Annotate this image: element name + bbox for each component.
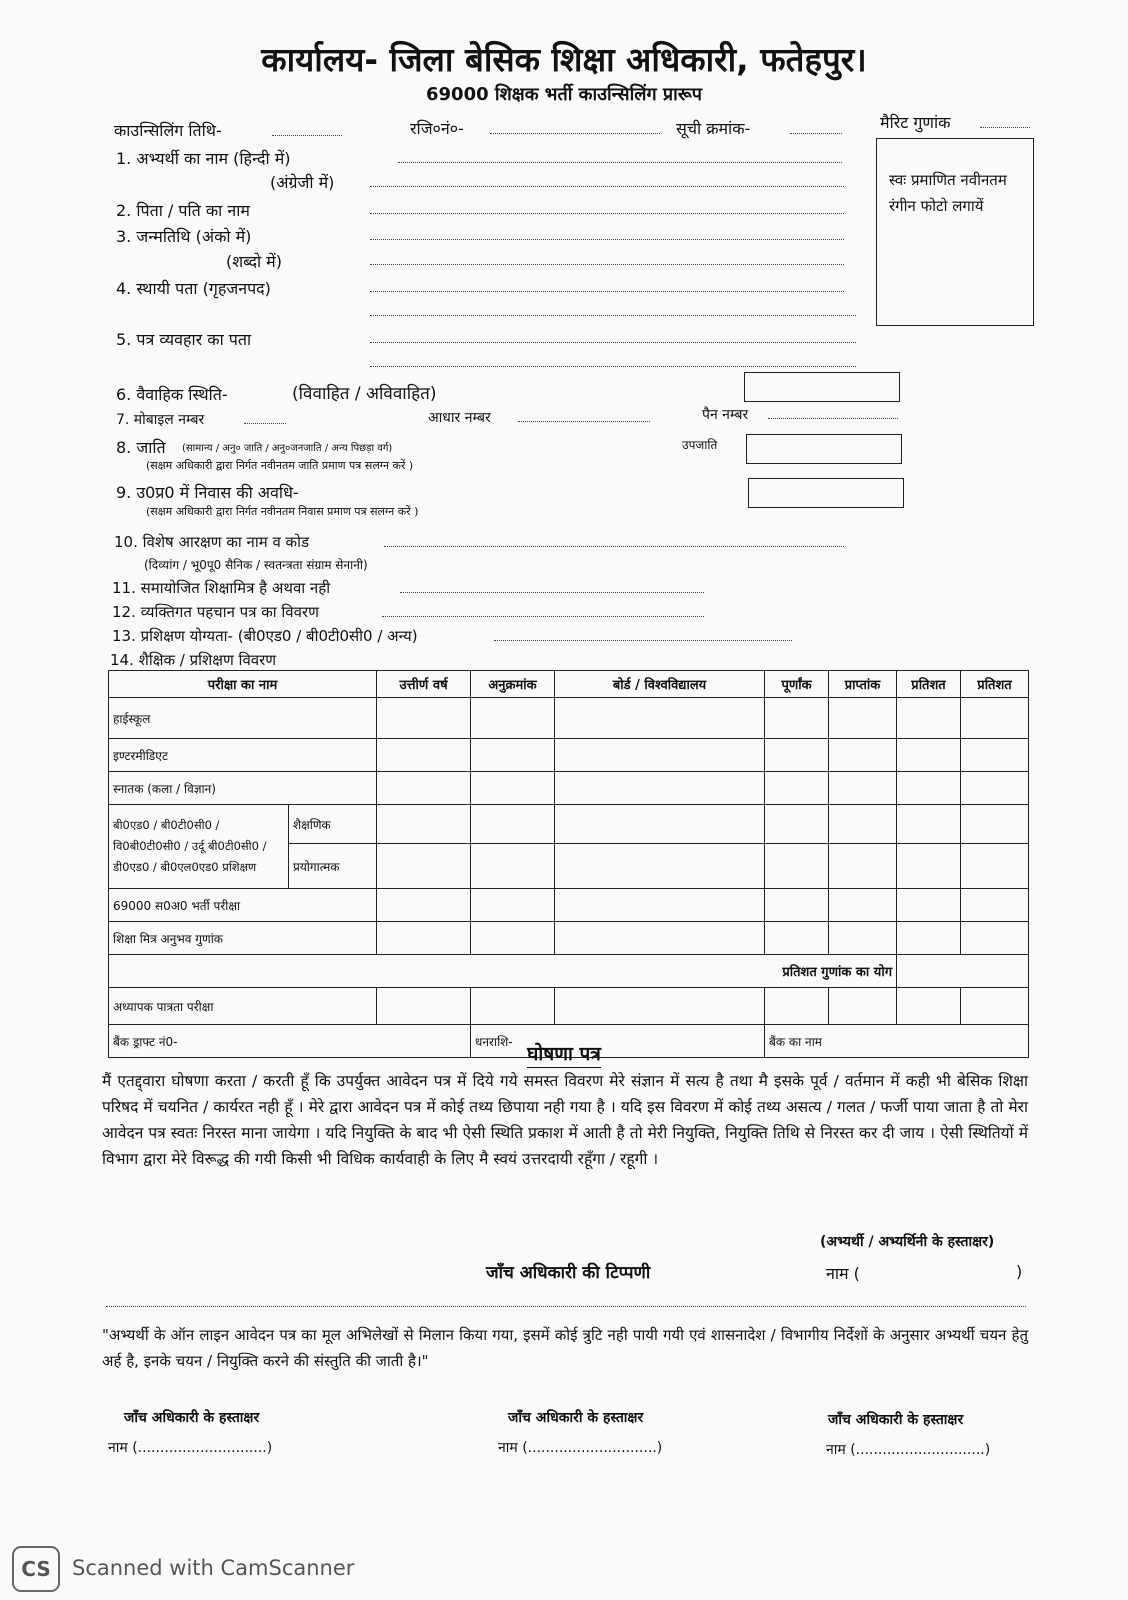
field-pan: पैन नम्बर (702, 407, 749, 423)
page-title: कार्यालय- जिला बेसिक शिक्षा अधिकारी, फतेहपुर। (261, 40, 867, 79)
reg-no-field[interactable] (490, 133, 660, 134)
photo-instruction: स्वः प्रमाणित नवीनतम रंगीन फोटो लगायें (889, 171, 1007, 215)
field-shiksha-mitra: 11. समायोजित शिक्षामित्र है अथवा नही (112, 579, 331, 597)
merit-label: मैरिट गुणांक (880, 113, 951, 132)
list-serial-label: सूची क्रमांक- (676, 119, 751, 138)
declaration-text: मैं एतद्द्वारा घोषणा करता / करती हूँ कि उपर्युक्त आवेदन पत्र में दिये गये समस्त विवरण मेरे संज्ञान में सत्य है तथा मै इसके पूर्व / वर्तमान में कही भी बेसिक शिक्षा परिषद में चयनित / कार्यरत नही हूँ । मेरे द्वारा आवेदन पत्र में कोई तथ्य छिपाया नही गया है । यदि इस विवरण में कोई तथ्य असत्य / गलत / फर्जी पाया जाता है तो मेरा आवेदन पत्र स्वतः निरस्त माना जायेगा । यदि नियुक्ति के बाद भी ऐसी स्थिति प्रकाश में आती है तो मेरी नियुक्ति, नियुक्ति तिथि से निरस्त कर दी जाय । ऐसी स्थितियों में विभाग द्वारा मेरे विरूद्ध की गयी किसी भी विधिक कार्यवाही के लिए मै स्वयं उत्तरदायी रहूँगा / रहूगी । (102, 1072, 1028, 1168)
header-pass-year: उत्तीर्ण वर्ष (377, 671, 471, 698)
table-row (109, 988, 1029, 1025)
shiksha-mitra-input[interactable] (400, 592, 704, 593)
education-table (108, 670, 1029, 1058)
table-row (109, 772, 1029, 805)
field-correspondence-address: 5. पत्र व्यवहार का पता (116, 330, 252, 349)
row-training: बी0एड0 / बी0टी0सी0 / वि0बी0टी0सी0 / उर्दू बी0टी0सी0 / डी0एड0 / बी0एल0एड0 प्रशिक्षण (109, 805, 289, 889)
photo-box[interactable] (876, 138, 1034, 326)
father-name-input[interactable] (370, 213, 844, 214)
field-mobile: 7. मोबाइल नम्बर (116, 412, 205, 428)
row-percent-total: प्रतिशत गुणांक का योग (109, 955, 897, 988)
correspondence-address-input-2[interactable] (370, 366, 856, 367)
row-intermediate: इण्टरमीडिएट (109, 739, 377, 772)
field-marital-status: 6. वैवाहिक स्थिति- (116, 385, 228, 404)
header-percent: प्रतिशत (897, 671, 961, 698)
dob-digits-input[interactable] (370, 239, 844, 240)
list-serial-field[interactable] (790, 133, 842, 134)
header-percent-2: प्रतिशत (961, 671, 1029, 698)
field-residence-duration: 9. उ0प्र0 में निवास की अवधि- (116, 483, 299, 502)
officer-name-2[interactable]: नाम (.............................) (498, 1440, 663, 1456)
officer-name-1[interactable]: नाम (.............................) (108, 1440, 273, 1456)
remark-line[interactable] (106, 1306, 1026, 1307)
field-candidate-name-hindi: 1. अभ्यर्थी का नाम (हिन्दी में) (116, 149, 291, 168)
scanner-watermark: Scanned with CamScanner (72, 1556, 355, 1580)
subcaste-box[interactable] (746, 434, 902, 464)
caste-note: (सक्षम अधिकारी द्वारा निर्गत नवीनतम जाति प्रमाण पत्र सलग्न करें ) (146, 459, 414, 472)
header-total-marks: पूर्णांक (765, 671, 829, 698)
permanent-address-input-2[interactable] (370, 315, 856, 316)
officer-signature-label-2: जाँच अधिकारी के हस्ताक्षर (508, 1410, 644, 1426)
marital-status-box[interactable] (744, 372, 900, 402)
officer-signature-label-1: जाँच अधिकारी के हस्ताक्षर (124, 1410, 260, 1426)
row-graduation: स्नातक (कला / विज्ञान) (109, 772, 377, 805)
field-dob-digits: 3. जन्मतिथि (अंको में) (116, 227, 252, 246)
row-shiksha-mitra-experience: शिक्षा मित्र अनुभव गुणांक (109, 922, 377, 955)
header-board: बोर्ड / विश्वविद्यालय (555, 671, 765, 698)
officer-signature-label-3: जाँच अधिकारी के हस्ताक्षर (828, 1412, 964, 1428)
table-row-total (109, 955, 1029, 988)
row-amount: धनराशि- (471, 1025, 765, 1058)
field-caste: 8. जाति (116, 438, 166, 457)
merit-field[interactable] (980, 127, 1030, 128)
subcaste-label: उपजाति (682, 438, 718, 452)
aadhar-input[interactable] (518, 421, 650, 422)
candidate-name-hindi-input[interactable] (398, 162, 842, 163)
permanent-address-input[interactable] (370, 291, 844, 292)
counselling-date-field[interactable] (272, 135, 342, 136)
field-father-name: 2. पिता / पति का नाम (116, 201, 250, 220)
header-roll-no: अनुक्रमांक (471, 671, 555, 698)
row-training-practical: प्रयोगात्मक (289, 844, 377, 889)
special-reservation-input[interactable] (384, 546, 844, 547)
candidate-name-label: नाम ( (826, 1264, 860, 1283)
field-permanent-address: 4. स्थायी पता (गृहजनपद) (116, 279, 271, 298)
inspection-heading: जाँच अधिकारी की टिप्पणी (486, 1263, 651, 1283)
page-subtitle: 69000 शिक्षक भर्ती काउन्सिलिंग प्रारूप (426, 84, 702, 105)
table-row (109, 805, 1029, 844)
table-row (109, 698, 1029, 739)
row-tet: अध्यापक पात्रता परीक्षा (109, 988, 377, 1025)
residence-note: (सक्षम अधिकारी द्वारा निर्गत नवीनतम निवास प्रमाण पत्र सलग्न करें ) (146, 505, 419, 518)
row-bank-name: बैंक का नाम (765, 1025, 1029, 1058)
header-obtained-marks: प्राप्तांक (829, 671, 897, 698)
pan-input[interactable] (768, 418, 898, 419)
table-row (109, 889, 1029, 922)
header-exam-name: परीक्षा का नाम (109, 671, 377, 698)
residence-box[interactable] (748, 478, 904, 508)
field-aadhar: आधार नम्बर (428, 410, 491, 426)
caste-options: (सामान्य / अनु० जाति / अनु०जनजाति / अन्य पिछड़ा वर्ग) (182, 443, 393, 454)
special-reservation-note: (दिव्यांग / भू0पू0 सैनिक / स्वतन्त्रता संग्राम सेनानी) (144, 558, 368, 572)
row-bank-draft: बैंक ड्राफ्ट नं0- (109, 1025, 471, 1058)
counselling-date-label: काउन्सिलिंग तिथि- (114, 121, 222, 140)
field-special-reservation: 10. विशेष आरक्षण का नाम व कोड (114, 533, 309, 551)
mobile-input[interactable] (244, 423, 286, 424)
candidate-name-close: ) (1016, 1262, 1023, 1281)
marital-status-options: (विवाहित / अविवाहित) (292, 384, 437, 404)
field-training-qualification: 13. प्रशिक्षण योग्यता- (बी0एड0 / बी0टी0सी0 / अन्य) (112, 627, 418, 645)
declaration-heading: घोषणा पत्र (0, 1040, 1128, 1066)
officer-name-3[interactable]: नाम (.............................) (826, 1442, 991, 1458)
field-education-details: 14. शैक्षिक / प्रशिक्षण विवरण (110, 651, 277, 669)
candidate-name-english-input[interactable] (370, 186, 844, 187)
camscanner-logo-icon: CS (12, 1546, 60, 1592)
correspondence-address-input[interactable] (370, 342, 856, 343)
training-qualification-input[interactable] (494, 640, 792, 641)
row-recruitment-exam: 69000 स0अ0 भर्ती परीक्षा (109, 889, 377, 922)
field-dob-words: (शब्दो में) (226, 252, 282, 271)
candidate-signature-label: (अभ्यर्थी / अभ्यर्थिनी के हस्ताक्षर) (820, 1234, 995, 1250)
id-proof-input[interactable] (382, 616, 704, 617)
table-row (109, 922, 1029, 955)
table-row (109, 739, 1029, 772)
field-candidate-name-english: (अंग्रेजी में) (270, 173, 335, 192)
inspection-remark: "अभ्यर्थी के ऑन लाइन आवेदन पत्र का मूल अभिलेखों से मिलान किया गया, इसमें कोई त्रुटि नही पायी गयी एवं शासनादेश / विभागीय निर्देशों के अनुसार अभ्यर्थी चयन हेतु अर्ह है, इनके चयन / नियुक्ति करने की संस्तुति की जाती है।" (102, 1326, 1028, 1370)
table-header-row (109, 671, 1029, 698)
field-id-proof: 12. व्यक्तिगत पहचान पत्र का विवरण (112, 603, 319, 621)
reg-no-label: रजि०नं०- (410, 119, 464, 138)
dob-words-input[interactable] (370, 264, 844, 265)
row-training-theory: शैक्षणिक (289, 805, 377, 844)
row-highschool: हाईस्कूल (109, 698, 377, 739)
